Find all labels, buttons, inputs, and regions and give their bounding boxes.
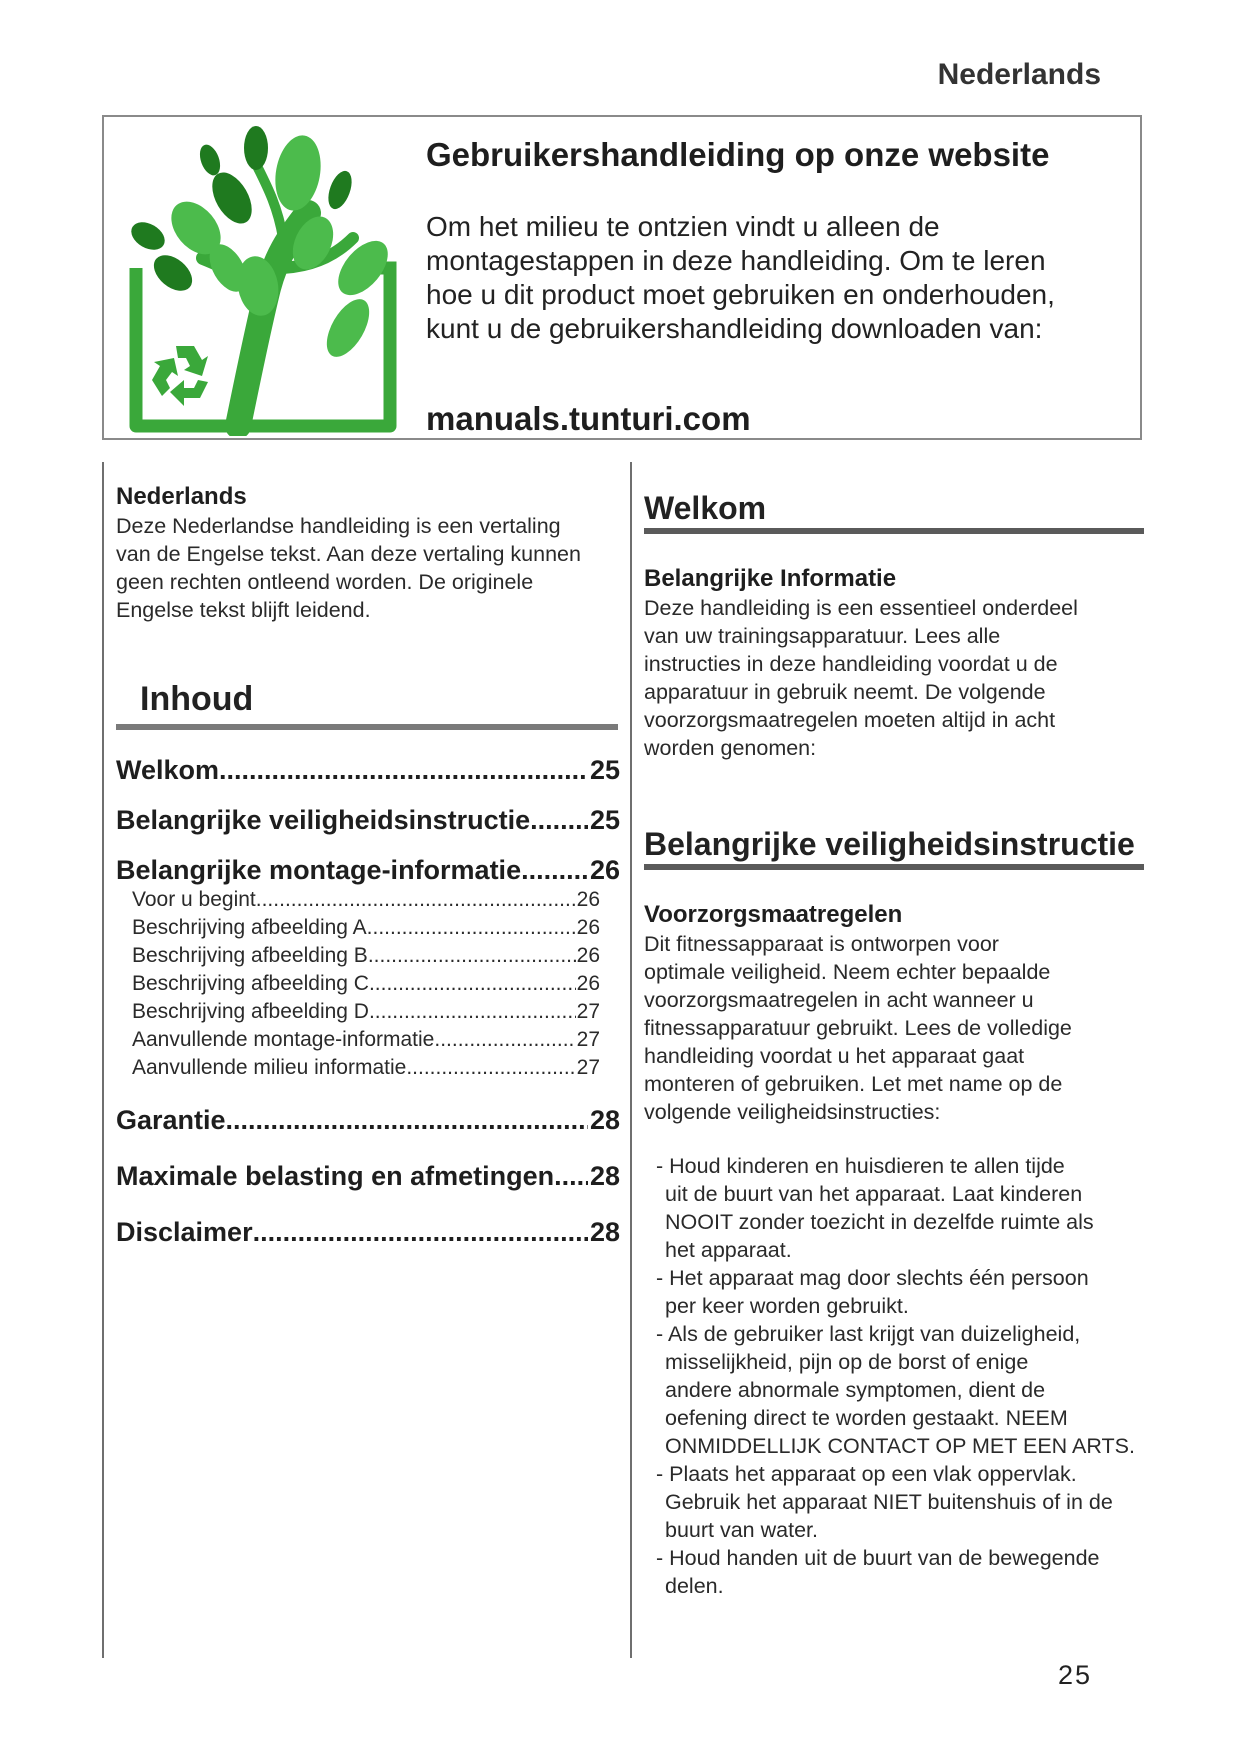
toc-leader (219, 754, 588, 786)
toc-sub-page: 26 (576, 944, 600, 967)
toc-page: 28 (589, 1105, 620, 1135)
text-line: andere abnormale symptomen, dient de (665, 1378, 1046, 1402)
text-line: Deze handleiding is een essentieel onderdeel (644, 596, 1078, 620)
toc-sub-page: 27 (576, 1000, 600, 1023)
toc-subentry[interactable] (132, 970, 600, 998)
toc-page: 28 (589, 1161, 620, 1191)
toc-title: Inhoud (140, 680, 254, 718)
toc-subentry[interactable] (132, 1054, 600, 1082)
banner-body (426, 210, 1106, 346)
banner-line: hoe u dit product moet gebruiken en onderhouden, (426, 279, 1055, 310)
banner-line: kunt u de gebruikershandleiding downloaden van: (426, 313, 1043, 344)
text-line: fitnessapparatuur gebruikt. Lees de volledige (644, 1016, 1072, 1040)
manuals-url[interactable]: manuals.tunturi.com (426, 400, 751, 437)
text-line: ONMIDDELLIJK CONTACT OP MET EEN ARTS. (665, 1434, 1135, 1458)
toc-entry-garantie[interactable] (116, 1104, 620, 1136)
precaution-text (644, 930, 1144, 1126)
text-line: het apparaat. (665, 1238, 792, 1262)
banner-line: Om het milieu te ontzien vindt u alleen de (426, 211, 940, 242)
safety-list (656, 1152, 1156, 1600)
text-line: buurt van water. (665, 1518, 818, 1542)
text-line: voorzorgsmaatregelen in acht wanneer u (644, 988, 1034, 1012)
text-line: handleiding voordat u het apparaat gaat (644, 1044, 1025, 1068)
toc-sub-label: Aanvullende milieu informatie (132, 1056, 407, 1079)
toc-label: Maximale belasting en afmetingen (116, 1161, 555, 1191)
info-text (644, 594, 1144, 762)
text-line: - Houd kinderen en huisdieren te allen tijde (656, 1154, 1065, 1178)
toc-sub-label: Beschrijving afbeelding C (132, 972, 369, 995)
text-line: van uw trainingsapparatuur. Lees alle (644, 624, 1001, 648)
text-line: - Het apparaat mag door slechts één persoon (656, 1266, 1089, 1290)
text-line: Deze Nederlandse handleiding is een vertaling (116, 514, 561, 538)
toc-sub-label: Beschrijving afbeelding B (132, 944, 368, 967)
list-item (656, 1320, 1156, 1460)
toc-leader (256, 886, 576, 914)
toc-entry-montage[interactable] (116, 854, 620, 886)
page-number: 25 (1058, 1660, 1093, 1690)
text-line: misselijkheid, pijn op de borst of enige (665, 1350, 1029, 1374)
text-line: Gebruik het apparaat NIET buitenshuis of in de (665, 1490, 1113, 1514)
toc-leader (226, 1104, 588, 1136)
important-info (644, 564, 1144, 762)
toc-subentry[interactable] (132, 998, 600, 1026)
recycle-tree-icon (108, 118, 408, 436)
toc-subentry[interactable] (132, 1026, 600, 1054)
text-line: NOOIT zonder toezicht in dezelfde ruimte als (665, 1210, 1094, 1234)
toc-label: Belangrijke veiligheidsinstructie (116, 805, 531, 835)
text-line: geen rechten ontleend worden. De originele (116, 570, 534, 594)
toc-page: 28 (589, 1217, 620, 1247)
list-item (656, 1264, 1156, 1320)
info-heading: Belangrijke Informatie (644, 565, 897, 592)
text-line: delen. (665, 1574, 724, 1598)
banner-title: Gebruikershandleiding op onze website (426, 136, 1050, 173)
left-column-divider (102, 462, 104, 1658)
toc-sub-page: 27 (576, 1056, 600, 1079)
toc-leader (369, 998, 576, 1026)
list-item (656, 1544, 1156, 1600)
text-line: van de Engelse tekst. Aan deze vertaling kunnen (116, 542, 581, 566)
text-line: oefening direct te worden gestaakt. NEEM (665, 1406, 1068, 1430)
text-line: uit de buurt van het apparaat. Laat kinderen (665, 1182, 1083, 1206)
text-line: worden genomen: (644, 736, 817, 760)
toc-sub-page: 26 (576, 888, 600, 911)
translation-text (116, 512, 621, 624)
toc-label: Belangrijke montage-informatie (116, 855, 522, 885)
text-line: volgende veiligheidsinstructies: (644, 1100, 941, 1124)
header-language: Nederlands (937, 58, 1101, 91)
toc-entry-disclaimer[interactable] (116, 1216, 620, 1248)
toc-subentry[interactable] (132, 886, 600, 914)
precautions (644, 900, 1144, 1126)
safety-title: Belangrijke veiligheidsinstructie (644, 826, 1135, 862)
banner-line: montagestappen in deze handleiding. Om te leren (426, 245, 1046, 276)
text-line: - Houd handen uit de buurt van de bewegende (656, 1546, 1100, 1570)
toc-label: Disclaimer (116, 1217, 253, 1247)
translation-heading: Nederlands (116, 483, 247, 510)
toc-sub-page: 27 (576, 1028, 600, 1051)
toc-leader (521, 854, 588, 886)
text-line: - Plaats het apparaat op een vlak oppervlak. (656, 1462, 1077, 1486)
toc-subentry[interactable] (132, 914, 600, 942)
toc-leader (434, 1026, 575, 1054)
toc-page: 25 (589, 805, 620, 835)
toc-leader (368, 942, 576, 970)
text-line: Dit fitnessapparaat is ontworpen voor (644, 932, 999, 956)
list-item (656, 1460, 1156, 1544)
text-line: voorzorgsmaatregelen moeten altijd in acht (644, 708, 1056, 732)
welkom-rule (644, 528, 1144, 534)
toc-sub-label: Beschrijving afbeelding A (132, 916, 367, 939)
toc-leader (406, 1054, 575, 1082)
text-line: optimale veiligheid. Neem echter bepaalde (644, 960, 1051, 984)
toc-sub-page: 26 (576, 972, 600, 995)
toc-sub-label: Aanvullende montage-informatie (132, 1028, 435, 1051)
toc-title-rule (116, 724, 618, 730)
precaution-heading: Voorzorgsmaatregelen (644, 901, 903, 928)
toc-subentry[interactable] (132, 942, 600, 970)
text-line: - Als de gebruiker last krijgt van duizeligheid, (656, 1322, 1081, 1346)
text-line: Engelse tekst blijft leidend. (116, 598, 371, 622)
welkom-title: Welkom (644, 490, 767, 526)
text-line: instructies in deze handleiding voordat u de (644, 652, 1058, 676)
toc-leader (369, 970, 576, 998)
toc-sub-page: 26 (576, 916, 600, 939)
toc-sub-label: Voor u begint (132, 888, 256, 911)
toc-page: 26 (589, 855, 620, 885)
list-item (656, 1152, 1156, 1264)
table-of-contents (116, 754, 620, 1248)
toc-label: Welkom (116, 755, 220, 785)
toc-page: 25 (589, 755, 620, 785)
toc-entry-belasting[interactable] (116, 1160, 620, 1192)
text-line: apparatuur in gebruik neemt. De volgende (644, 680, 1046, 704)
text-line: per keer worden gebruikt. (665, 1294, 909, 1318)
toc-sub-label: Beschrijving afbeelding D (132, 1000, 369, 1023)
toc-leader (367, 914, 576, 942)
toc-entry-welkom[interactable] (116, 754, 620, 786)
safety-rule (644, 864, 1144, 870)
text-line: monteren of gebruiken. Let met name op de (644, 1072, 1063, 1096)
toc-label: Garantie (116, 1105, 226, 1135)
toc-leader (530, 804, 588, 836)
toc-entry-veiligheid[interactable] (116, 804, 620, 836)
toc-leader (554, 1160, 588, 1192)
toc-leader (253, 1216, 588, 1248)
translation-note (116, 482, 621, 624)
center-column-divider (630, 462, 632, 1658)
